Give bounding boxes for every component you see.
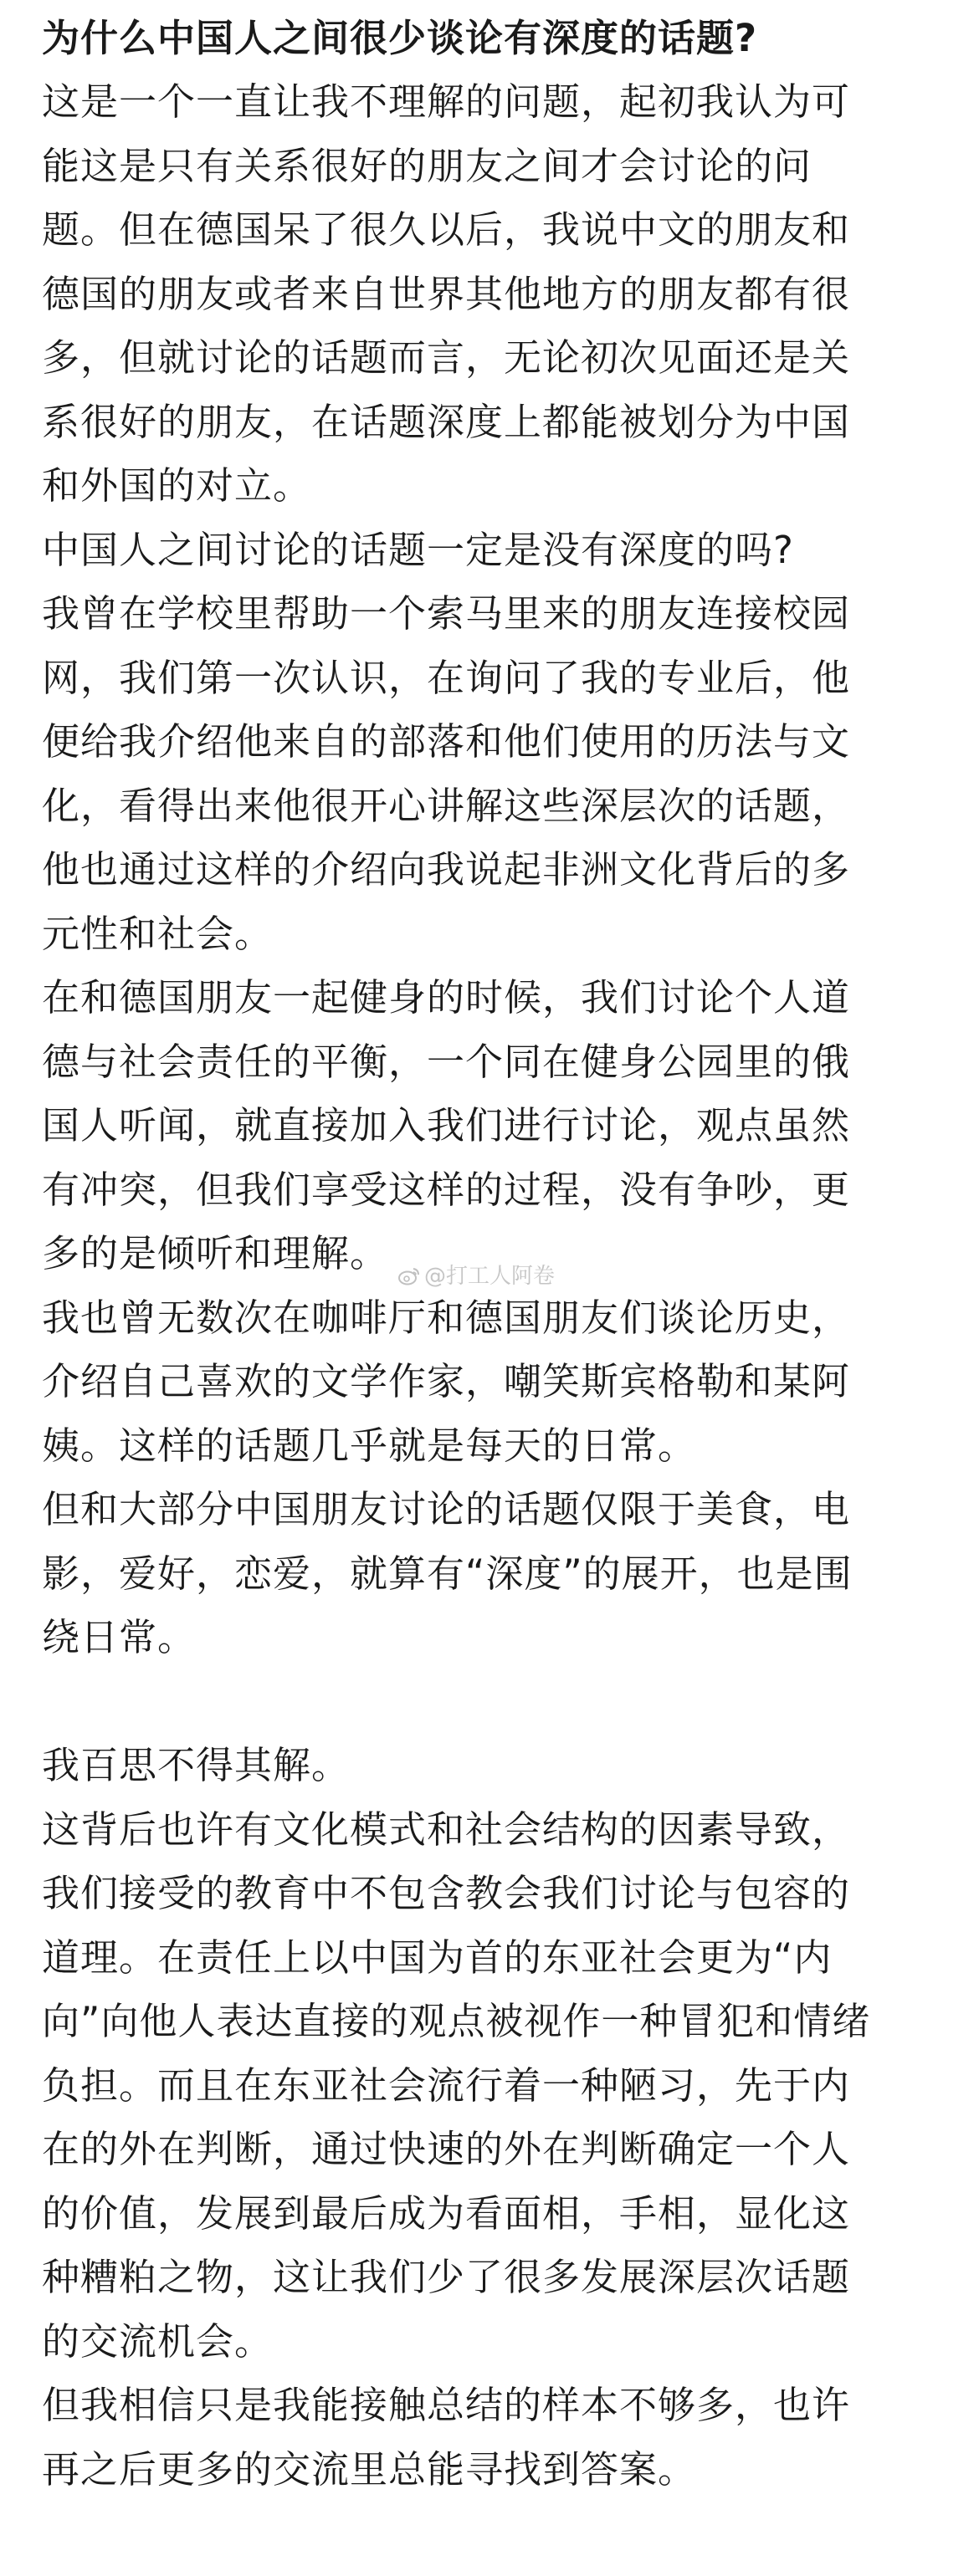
body-line: 德国的朋友或者来自世界其他地方的朋友都有很 [42, 271, 851, 316]
body-line: 在和德国朋友一起健身的时候，我们讨论个人道 [42, 975, 851, 1020]
body-line: 姨。这样的话题几乎就是每天的日常。 [42, 1423, 697, 1468]
body-line: 的交流机会。 [42, 2318, 274, 2364]
body-line: 我们接受的教育中不包含教会我们讨论与包容的 [42, 1871, 851, 1915]
body-line: 他也通过这样的介绍向我说起非洲文化背后的多 [42, 847, 851, 892]
body-line: 我也曾无数次在咖啡厅和德国朋友们谈论历史， [42, 1295, 851, 1340]
body-line: 德与社会责任的平衡，一个同在健身公园里的俄 [42, 1039, 851, 1084]
body-line: 影，爱好，恋爱，就算有“深度”的展开，也是围 [42, 1551, 853, 1596]
body-line: 多，但就讨论的话题而言，无论初次见面还是关 [42, 335, 851, 380]
body-line: 多的是倾听和理解。 [42, 1231, 389, 1275]
body-line: 系很好的朋友，在话题深度上都能被划分为中国 [42, 399, 851, 444]
body-line: 题。但在德国呆了很久以后，我说中文的朋友和 [42, 207, 851, 252]
body-line: 中国人之间讨论的话题一定是没有深度的吗? [42, 527, 794, 572]
weibo-watermark [397, 1264, 555, 1289]
body-line: 我百思不得其解。 [42, 1743, 351, 1787]
body-line: 元性和社会。 [42, 911, 274, 956]
body-line: 种糟粕之物，这让我们少了很多发展深层次话题 [42, 2255, 851, 2299]
body-line: 在的外在判断，通过快速的外在判断确定一个人 [42, 2127, 851, 2171]
body-line: 网，我们第一次认识，在询问了我的专业后，他 [42, 655, 851, 700]
body-line: 这是一个一直让我不理解的问题，起初我认为可 [42, 79, 851, 124]
weibo-logo-icon [397, 1266, 421, 1286]
body-line: 和外国的对立。 [42, 463, 312, 508]
body-line: 绕日常。 [42, 1615, 197, 1659]
body-line: 道理。在责任上以中国为首的东亚社会更为“内 [42, 1935, 833, 1980]
body-line: 但和大部分中国朋友讨论的话题仅限于美食，电 [42, 1487, 851, 1531]
body-line: 向”向他人表达直接的观点被视作一种冒犯和情绪 [42, 1999, 871, 2043]
body-line: 但我相信只是我能接触总结的样本不够多，也许 [42, 2383, 851, 2427]
body-line: 这背后也许有文化模式和社会结构的因素导致， [42, 1807, 851, 1852]
body-line: 负担。而且在东亚社会流行着一种陋习，先于内 [42, 2062, 851, 2108]
body-line: 化，看得出来他很开心讲解这些深层次的话题， [42, 783, 851, 828]
body-line: 能这是只有关系很好的朋友之间才会讨论的问 [42, 143, 812, 188]
body-line: 介绍自己喜欢的文学作家，嘲笑斯宾格勒和某阿 [42, 1359, 851, 1403]
body-line: 我曾在学校里帮助一个索马里来的朋友连接校园 [42, 591, 851, 636]
body-line: 国人听闻，就直接加入我们进行讨论，观点虽然 [42, 1103, 851, 1147]
body-line: 有冲突，但我们享受这样的过程，没有争吵，更 [42, 1167, 851, 1212]
body-line: 的价值，发展到最后成为看面相，手相，显化这 [42, 2190, 851, 2236]
body-line: 便给我介绍他来自的部落和他们使用的历法与文 [42, 719, 851, 764]
body-line: 再之后更多的交流里总能寻找到答案。 [42, 2446, 697, 2492]
article-title: 为什么中国人之间很少谈论有深度的话题? [42, 16, 758, 60]
watermark-text: @打工人阿卷 [424, 1264, 556, 1289]
